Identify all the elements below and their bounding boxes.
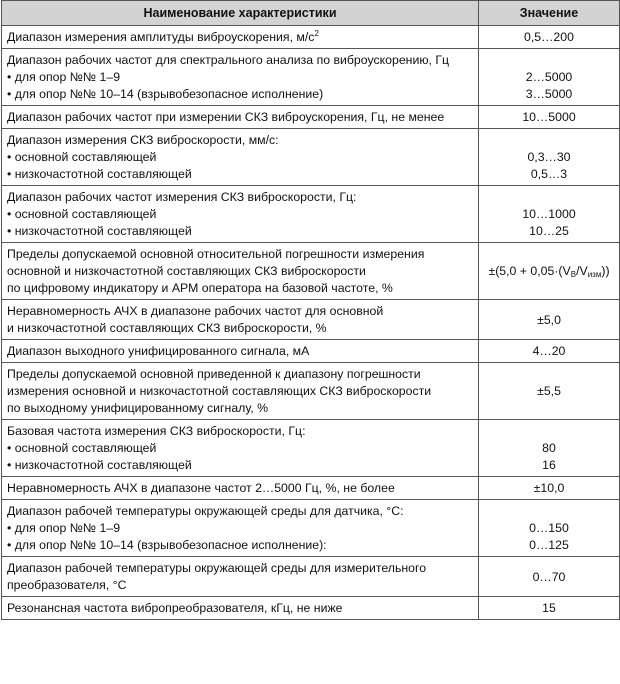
value-cell: [479, 49, 620, 106]
characteristic-text: Диапазон рабочих частот для спектрального анализа по виброускорению, Гц: [7, 53, 450, 67]
characteristic-text: • основной составляющей: [7, 150, 157, 164]
characteristic-text: Диапазон рабочей температуры окружающей среды для датчика, °С:: [7, 504, 404, 518]
characteristic-line: [7, 303, 474, 320]
characteristic-text: • для опор №№ 1–9: [7, 521, 121, 535]
characteristic-cell: [2, 477, 479, 500]
characteristic-text: • низкочастотной составляющей: [7, 167, 192, 181]
value-text: 80: [542, 441, 556, 455]
characteristic-cell: [2, 49, 479, 106]
table-row: [2, 243, 620, 300]
value-cell: [479, 420, 620, 477]
table-row: [2, 186, 620, 243]
characteristic-text: Резонансная частота вибропреобразователя, кГц, не ниже: [7, 601, 343, 615]
characteristic-text: • для опор №№ 1–9: [7, 70, 121, 84]
characteristic-text: измерения основной и низкочастотной составляющих СКЗ виброскорости: [7, 384, 432, 398]
value-text: ±5,5: [537, 384, 561, 398]
table-row: [2, 477, 620, 500]
characteristic-cell: [2, 129, 479, 186]
characteristic-line: [7, 52, 474, 69]
value-text: 2…5000: [525, 70, 573, 84]
table-row: [2, 129, 620, 186]
characteristic-text: Диапазон рабочих частот измерения СКЗ виброскорости, Гц:: [7, 190, 357, 204]
value-text: ±5,0: [537, 312, 561, 327]
characteristic-line: [7, 383, 474, 400]
table-row: [2, 49, 620, 106]
characteristic-text: Диапазон измерения СКЗ виброскорости, мм/с:: [7, 133, 279, 147]
table-row: [2, 26, 620, 49]
characteristic-line: [7, 223, 474, 240]
characteristic-text: и низкочастотной составляющих СКЗ виброскорости, %: [7, 321, 327, 335]
characteristic-line: [7, 109, 474, 126]
characteristic-line: [7, 280, 474, 297]
characteristic-text: преобразователя, °С: [7, 578, 127, 592]
characteristic-cell: [2, 597, 479, 620]
characteristic-cell: [2, 186, 479, 243]
characteristic-cell: [2, 26, 479, 49]
unit-superscript: 2: [314, 29, 319, 38]
characteristic-text: Пределы допускаемой основной приведенной к диапазону погрешности: [7, 367, 421, 381]
characteristic-cell: [2, 243, 479, 300]
header-value: Значение: [479, 1, 620, 26]
characteristic-line: [7, 343, 474, 360]
value-cell: [479, 597, 620, 620]
characteristic-line: [7, 503, 474, 520]
characteristic-text: • для опор №№ 10–14 (взрывобезопасное исполнение):: [7, 538, 327, 552]
characteristic-cell: [2, 340, 479, 363]
characteristic-line: [7, 149, 474, 166]
value-text: 15: [542, 601, 556, 615]
characteristic-text: Диапазон рабочих частот при измерении СКЗ виброускорения, Гц, не менее: [7, 110, 445, 124]
value-text: 4…20: [532, 344, 566, 358]
value-cell: [479, 300, 620, 340]
characteristic-line: [7, 577, 474, 594]
value-cell: [479, 340, 620, 363]
characteristic-text: • низкочастотной составляющей: [7, 458, 192, 472]
value-text: 0,5…3: [530, 167, 568, 181]
value-text: 10…25: [529, 224, 569, 238]
value-text: 16: [542, 458, 556, 472]
characteristic-line: [7, 263, 474, 280]
characteristic-line: [7, 246, 474, 263]
characteristic-text: Пределы допускаемой основной относительной погрешности измерения: [7, 247, 425, 261]
characteristic-text: Неравномерность АЧХ в диапазоне частот 2…5000 Гц, %, не более: [7, 481, 395, 495]
characteristic-line: [7, 537, 474, 554]
characteristic-cell: [2, 500, 479, 557]
characteristic-cell: [2, 557, 479, 597]
characteristic-text: • для опор №№ 10–14 (взрывобезопасное исполнение): [7, 87, 324, 101]
table-row: [2, 500, 620, 557]
table-row: [2, 300, 620, 340]
characteristic-text: Базовая частота измерения СКЗ виброскорости, Гц:: [7, 424, 306, 438]
characteristic-line: [7, 86, 474, 103]
characteristic-text: Неравномерность АЧХ в диапазоне рабочих частот для основной: [7, 304, 384, 318]
characteristic-line: [7, 166, 474, 183]
table-row: [2, 557, 620, 597]
characteristic-cell: [2, 420, 479, 477]
value-text: 0…125: [529, 538, 569, 552]
value-text: 0…70: [532, 569, 566, 584]
characteristic-cell: [2, 300, 479, 340]
table-header-row: [2, 1, 620, 26]
characteristic-text: • основной составляющей: [7, 441, 157, 455]
characteristic-text: Диапазон измерения амплитуды виброускорения, м/с: [7, 30, 315, 44]
table-body: [2, 26, 620, 620]
value-text: 10…5000: [522, 110, 576, 124]
characteristic-line: [7, 366, 474, 383]
characteristic-line: [7, 440, 474, 457]
value-cell: [479, 186, 620, 243]
value-cell: [479, 557, 620, 597]
characteristic-line: [7, 423, 474, 440]
characteristic-cell: [2, 106, 479, 129]
value-text: 3…5000: [525, 87, 573, 101]
formula-part: /V: [576, 264, 588, 278]
value-cell: [479, 243, 620, 300]
characteristic-line: [7, 29, 474, 46]
formula-part: B: [570, 270, 577, 279]
characteristic-line: [7, 600, 474, 617]
value-cell: [479, 26, 620, 49]
characteristic-text: Диапазон рабочей температуры окружающей среды для измерительного: [7, 561, 427, 575]
characteristic-line: [7, 520, 474, 537]
characteristics-table: [1, 0, 620, 620]
characteristic-line: [7, 560, 474, 577]
value-cell: [479, 129, 620, 186]
characteristic-text: • низкочастотной составляющей: [7, 224, 192, 238]
characteristic-line: [7, 457, 474, 474]
characteristic-line: [7, 480, 474, 497]
value-cell: [479, 477, 620, 500]
characteristic-line: [7, 400, 474, 417]
value-text: 0,3…30: [527, 150, 571, 164]
value-text: 10…1000: [522, 207, 576, 221]
characteristic-text: по цифровому индикатору и АРМ оператора на базовой частоте, %: [7, 281, 393, 295]
table-row: [2, 106, 620, 129]
characteristic-line: [7, 320, 474, 337]
characteristic-text: по выходному унифицированному сигналу, %: [7, 401, 269, 415]
characteristic-text: основной и низкочастотной составляющих СКЗ виброскорости: [7, 264, 366, 278]
characteristic-text: Диапазон выходного унифицированного сигнала, мА: [7, 344, 310, 358]
characteristic-line: [7, 69, 474, 86]
error-formula: [481, 263, 617, 280]
value-cell: [479, 106, 620, 129]
value-text: 0,5…200: [524, 30, 574, 44]
formula-part: )): [601, 264, 610, 278]
characteristic-line: [7, 132, 474, 149]
value-cell: [479, 363, 620, 420]
table-row: [2, 597, 620, 620]
table-row: [2, 340, 620, 363]
table-row: [2, 363, 620, 420]
header-characteristic: Наименование характеристики: [2, 1, 479, 26]
formula-part: ±(5,0 + 0,05·(V: [488, 264, 571, 278]
formula-part: изм: [587, 270, 602, 279]
table-row: [2, 420, 620, 477]
characteristic-text: • основной составляющей: [7, 207, 157, 221]
value-text: 0…150: [529, 521, 569, 535]
characteristic-line: [7, 206, 474, 223]
value-cell: [479, 500, 620, 557]
characteristic-cell: [2, 363, 479, 420]
value-text: ±10,0: [533, 481, 565, 495]
characteristic-line: [7, 189, 474, 206]
